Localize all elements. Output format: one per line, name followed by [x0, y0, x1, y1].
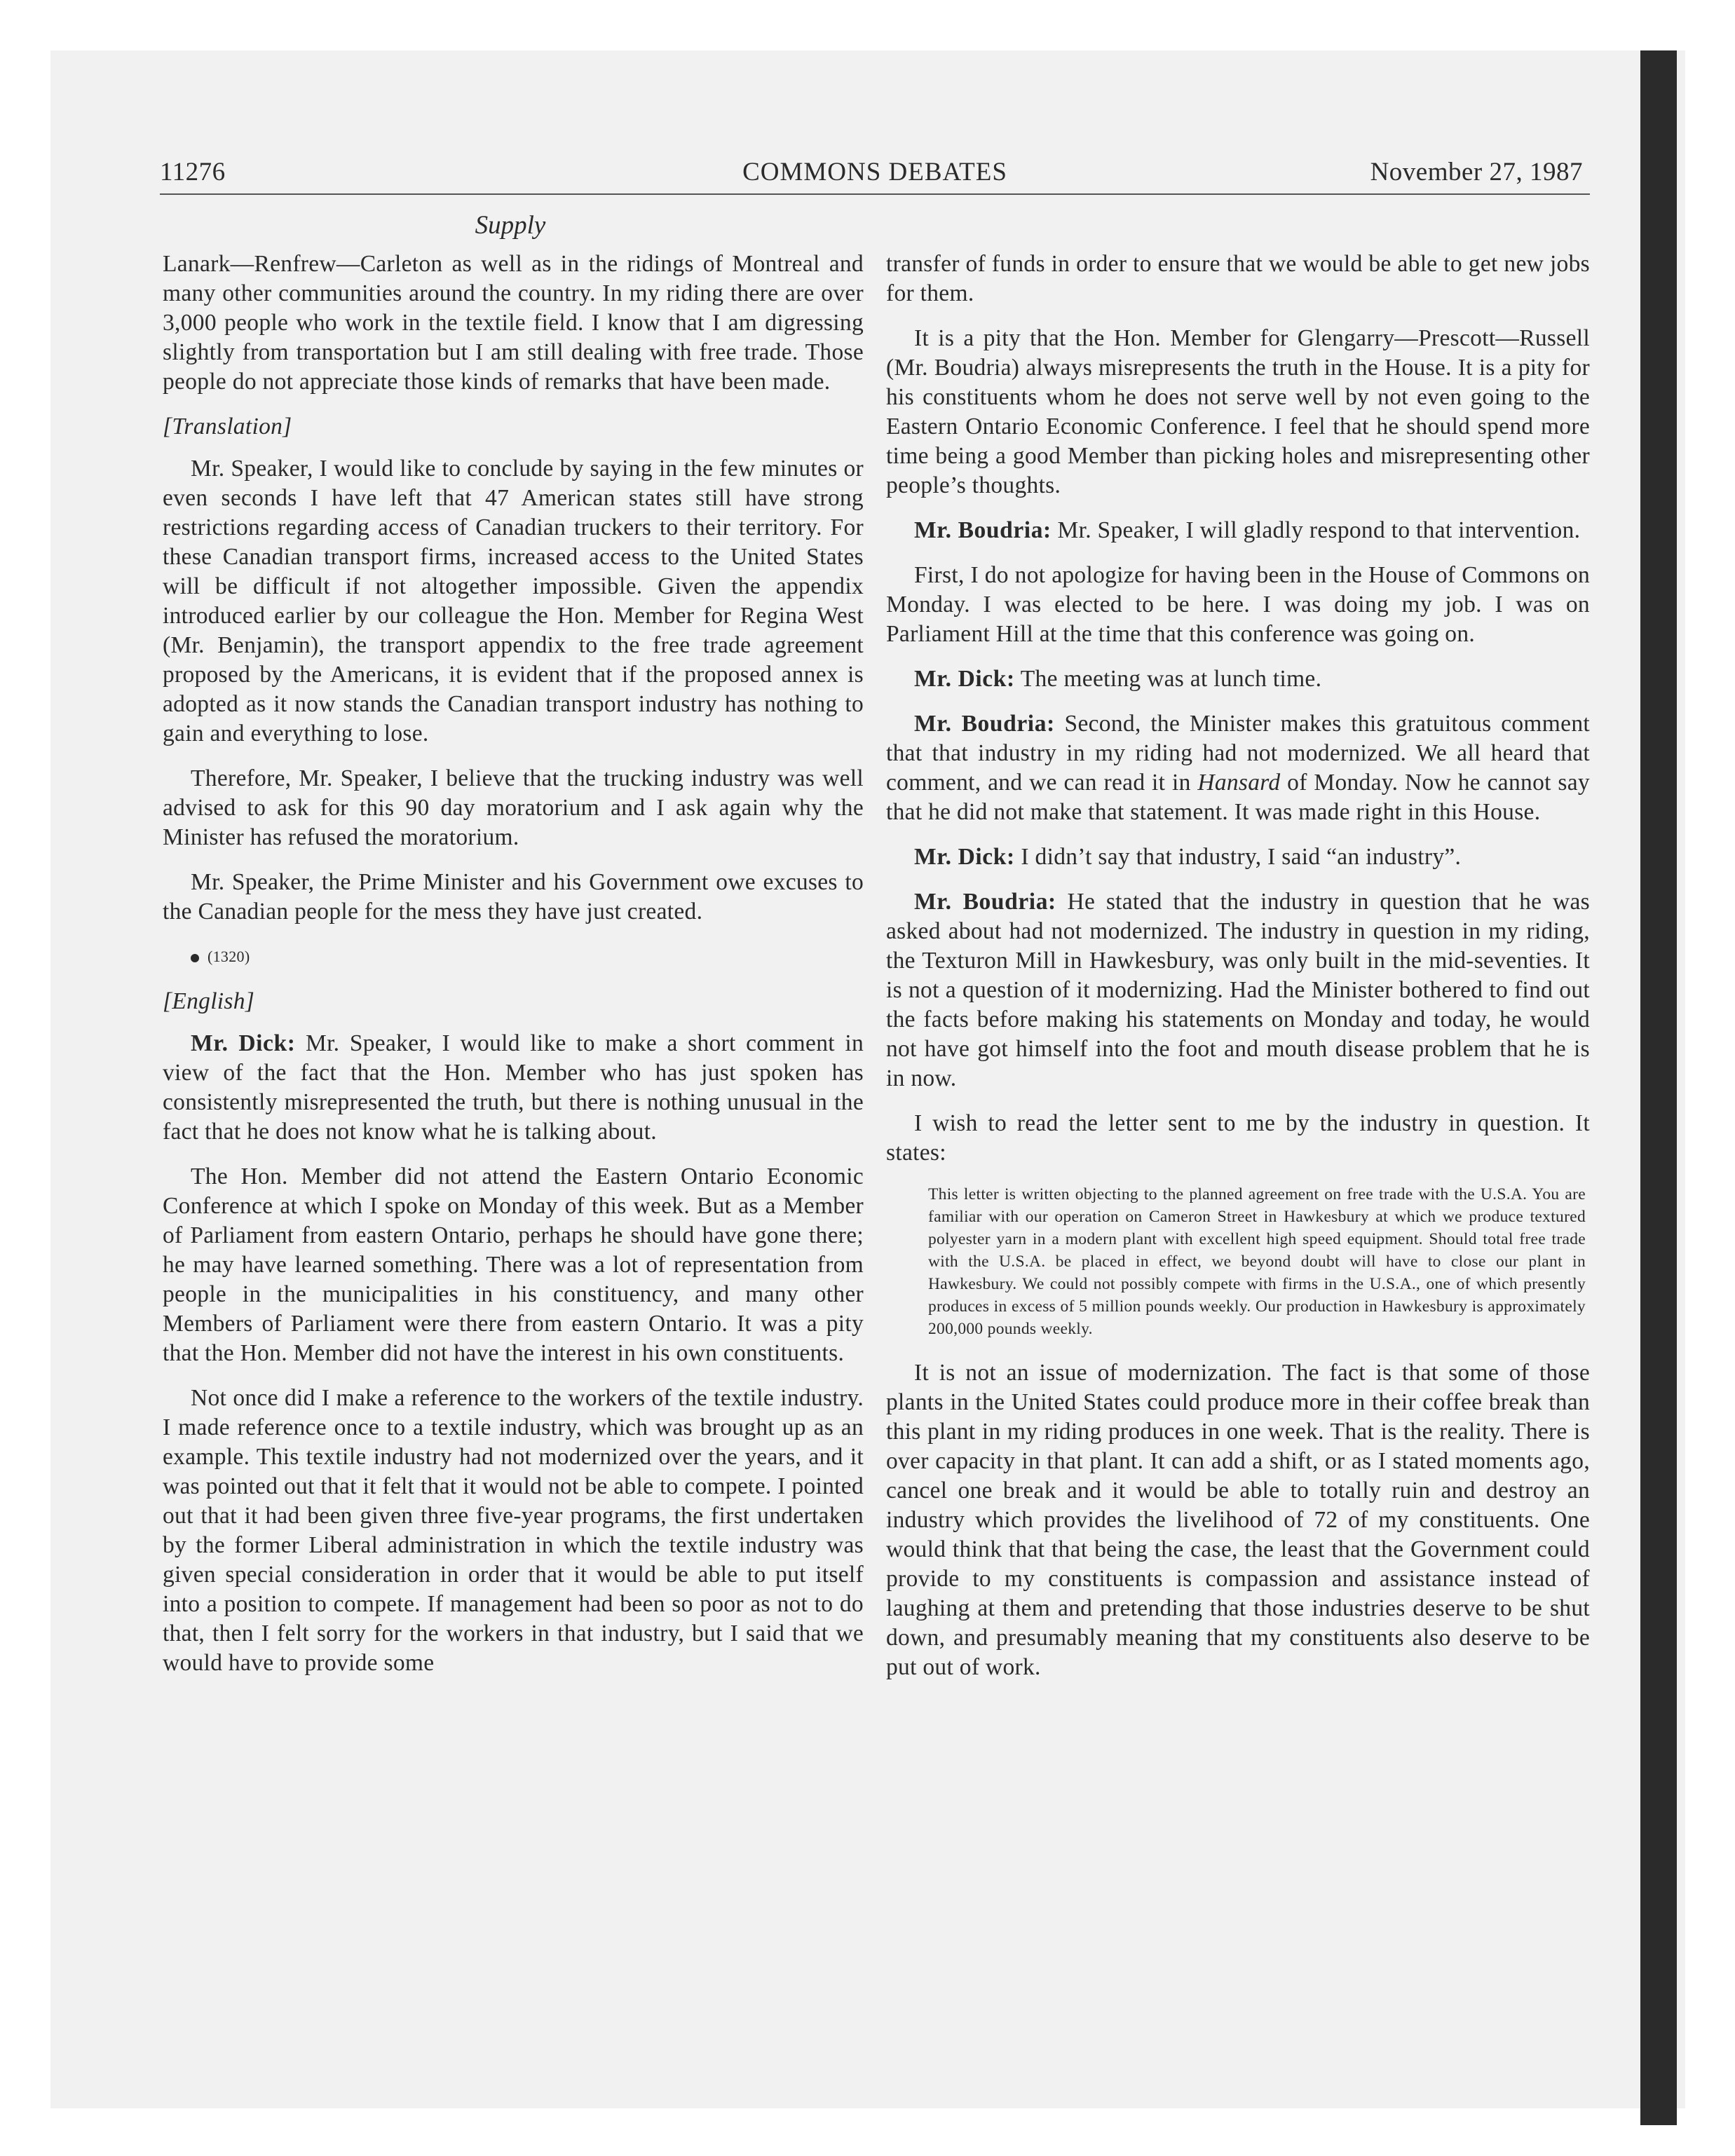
- right-column: [886, 250, 1590, 1698]
- speech-paragraph: [163, 1029, 864, 1147]
- speech-paragraph: [886, 887, 1590, 1093]
- speech-text: of Monday. Now he cannot say that he did not make that statement. It was made right in this House.: [886, 770, 1590, 825]
- speech-paragraph: [886, 516, 1590, 545]
- paragraph: Lanark—Renfrew—Carleton as well as in the ridings of Montreal and many other communities around the country. In my riding there are over 3,000 people who work in the textile field. I know that I am digressing slightly from transportation but I am still dealing with free trade. Those people do not appreciate those kinds of remarks that have been made.: [163, 251, 864, 395]
- speech-text: Mr. Speaker, I will gladly respond to that intervention.: [1057, 517, 1581, 543]
- paragraph: Therefore, Mr. Speaker, I believe that the trucking industry was well advised to ask for this 90 day moratorium and I ask again why the Minister has refused the moratorium.: [163, 765, 864, 850]
- speech-paragraph: [886, 709, 1590, 827]
- speaker-name: Mr. Boudria:: [914, 517, 1052, 543]
- speech-text: Second, the Minister makes this gratuitous comment that that industry in my riding had not modernized. We all heard that comment, and we can read it in: [886, 711, 1590, 796]
- speech-paragraph: [886, 842, 1590, 872]
- header-rule: [160, 193, 1590, 195]
- paragraph: Mr. Speaker, the Prime Minister and his Government owe excuses to the Canadian people for the mess they have just created.: [163, 869, 864, 925]
- speaker-name: Mr. Boudria:: [914, 711, 1055, 737]
- running-head: Supply: [475, 211, 546, 240]
- page-number: 11276: [160, 158, 226, 186]
- italic-publication-name: Hansard: [1197, 770, 1281, 796]
- time-marker-text: (1320): [207, 948, 250, 965]
- time-marker: [163, 942, 864, 971]
- publication-title: COMMONS DEBATES: [742, 158, 1007, 186]
- speech-text: He stated that the industry in question that he was asked about had not modernized. The industry in question in my riding, the Texturon Mill in Hawkesbury, was only built in the mid-seventies. It is not a question of it modernizing. Had the Minister bothered to find out the facts before making his statements on Monday and today, he would not have got himself into the foot and mouth disease problem that he is in now.: [886, 889, 1590, 1091]
- section-label-english: [English]: [163, 988, 255, 1014]
- quoted-letter: This letter is written objecting to the planned agreement on free trade with the U.S.A. You are familiar with our operation on Cameron Street in Hawkesbury at which we produce textured polyester yarn in a modern plant with excellent high speed equipment. Should total free trade with the U.S.A. be placed in effect, we beyond doubt will have to close our plant in Hawkesbury. We could not possibly compete with firms in the U.S.A., one of which presently produces in excess of 5 million pounds weekly. Our production in Hawkesbury is approximately 200,000 pounds weekly.: [928, 1185, 1586, 1338]
- speech-paragraph: [886, 664, 1590, 694]
- paragraph: It is not an issue of modernization. The fact is that some of those plants in the United States could produce more in their coffee break than this plant in my riding produces in one week. That is the reality. There is over capacity in that plant. It can add a shift, or as I stated moments ago, cancel one break and it would be able to totally ruin and destroy an industry which provides the livelihood of 72 of my constituents. One would think that that being the case, the least that the Government could provide to my constituents is compassion and assistance instead of laughing at them and pretending that those industries deserve to be shut down, and presumably meaning that my constituents also deserve to be put out of work.: [886, 1360, 1590, 1680]
- paragraph: First, I do not apologize for having been in the House of Commons on Monday. I was elected to be here. I was doing my job. I was on Parliament Hill at the time that this conference was going on.: [886, 562, 1590, 647]
- paragraph: Not once did I make a reference to the workers of the textile industry. I made reference once to a textile industry, which was brought up as an example. This textile industry had not modernized over the years, and it was pointed out that it felt that it would not be able to compete. I pointed out that it had been given three five-year programs, the first undertaken by the former Liberal administration in which the textile industry was given special consideration in order that it would be able to put itself into a position to compete. If management had been so poor as not to do that, then I felt sorry for the workers in that industry, but I said that we would have to provide some: [163, 1385, 864, 1676]
- speech-text: Mr. Speaker, I would like to make a short comment in view of the fact that the Hon. Member who has just spoken has consistently misrepresented the truth, but there is nothing unusual in the fact that he does not know what he is talking about.: [163, 1030, 864, 1145]
- page-header: [160, 157, 1590, 196]
- paragraph: It is a pity that the Hon. Member for Glengarry—Prescott—Russell (Mr. Boudria) always misrepresents the truth in the House. It is a pity for his constituents whom he does not serve well by not even going to the Eastern Ontario Economic Conference. I feel that he should spend more time being a good Member than picking holes and misrepresenting other people’s thoughts.: [886, 325, 1590, 498]
- speech-text: The meeting was at lunch time.: [1020, 666, 1322, 692]
- section-label-translation: [Translation]: [163, 414, 292, 439]
- left-column: [163, 250, 864, 1693]
- paragraph: I wish to read the letter sent to me by the industry in question. It states:: [886, 1110, 1590, 1166]
- speaker-name: Mr. Boudria:: [914, 889, 1056, 915]
- speaker-name: Mr. Dick:: [914, 666, 1015, 692]
- publication-date: November 27, 1987: [1370, 158, 1583, 186]
- paragraph: transfer of funds in order to ensure that we would be able to get new jobs for them.: [886, 251, 1590, 306]
- speaker-name: Mr. Dick:: [914, 844, 1015, 870]
- speaker-name: Mr. Dick:: [191, 1030, 296, 1056]
- paragraph: Mr. Speaker, I would like to conclude by saying in the few minutes or even seconds I have left that 47 American states still have strong restrictions regarding access of Canadian truckers to their territory. For these Canadian transport firms, increased access to the United States will be difficult if not altogether impossible. Given the appendix introduced earlier by our colleague the Hon. Member for Regina West (Mr. Benjamin), the transport appendix to the free trade agreement proposed by the Americans, it is evident that if the proposed annex is adopted as it now stands the Canadian transport industry has nothing to gain and everything to lose.: [163, 456, 864, 746]
- speech-text: I didn’t say that industry, I said “an industry”.: [1021, 844, 1462, 870]
- paragraph: The Hon. Member did not attend the Eastern Ontario Economic Conference at which I spoke on Monday of this week. But as a Member of Parliament from eastern Ontario, perhaps he should have gone there; he may have learned something. There was a lot of representation from people in the municipalities in his constituency, and many other Members of Parliament were there from eastern Ontario. It was a pity that the Hon. Member did not have the interest in his own constituents.: [163, 1164, 864, 1366]
- bullet-icon: [191, 954, 199, 962]
- scan-edge-shadow: [1640, 50, 1677, 2125]
